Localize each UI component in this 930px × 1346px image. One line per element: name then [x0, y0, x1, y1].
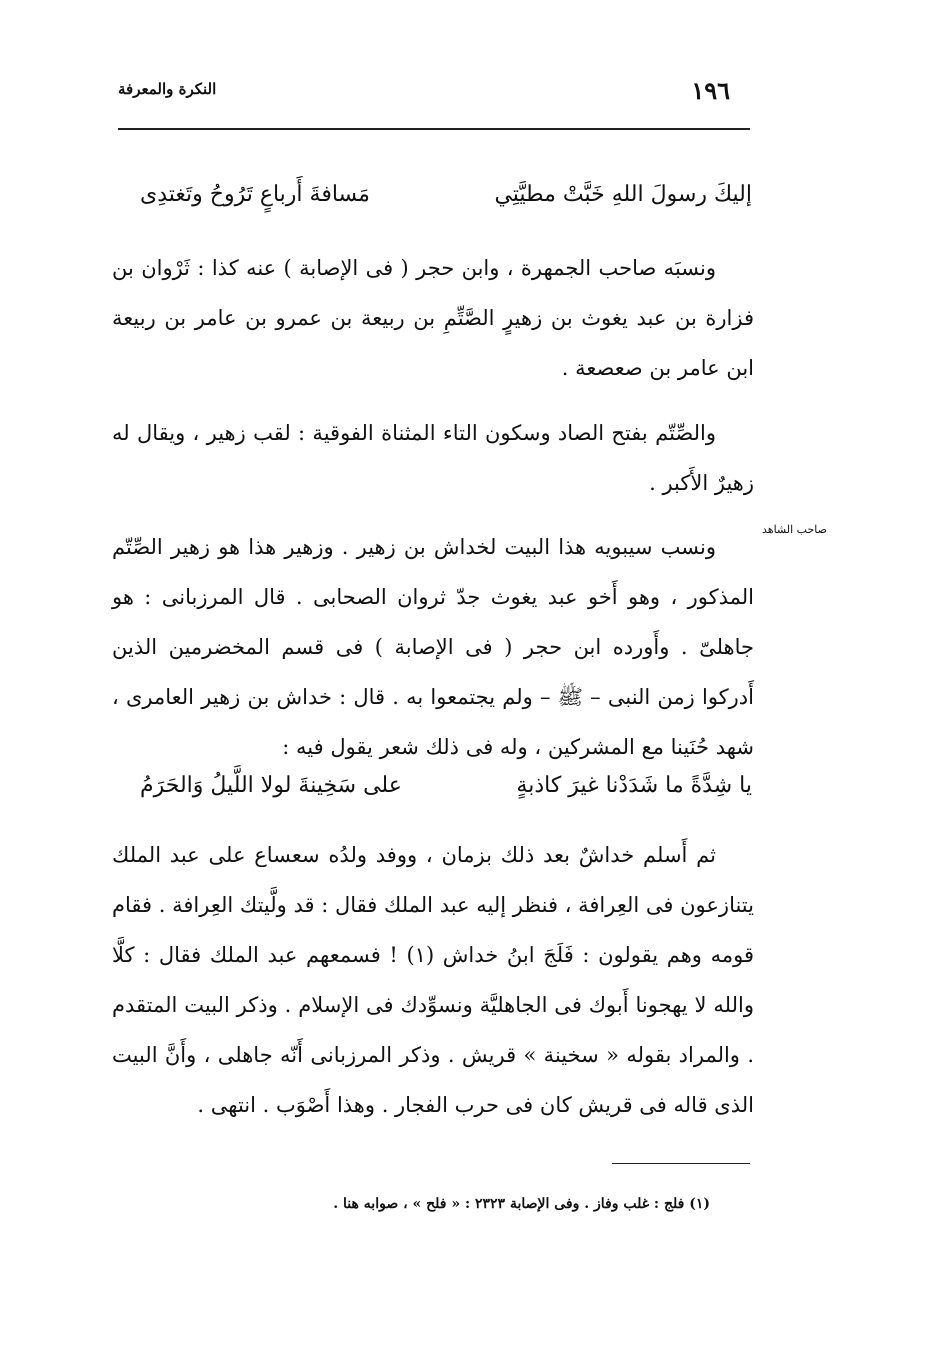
- verse-2: [140, 773, 752, 813]
- footnote-rule: [612, 1163, 750, 1164]
- page-number: ١٩٦: [691, 76, 730, 105]
- margin-note: صاحب الشاهد: [762, 523, 827, 536]
- paragraph-3-text: ونسب سيبويه هذا البيت لخداش بن زهير . وزهير هذا هو زهير الصِّتّم المذكور ، وهو أَخو عبد يغوث جدّ ثروان الصحابى . قال المرزبانى : هو جاهلىّ . وأَورده ابن حجر ( فى الإصابة ) فى قسم المخضرمين الذين أَدركوا زمن النبى – ﷺ – ولم يجتمعوا به . قال : خداش بن زهير العامرى ، شهد حُنَينا مع المشركين ، وله فى ذلك شعر يقول فيه :: [112, 535, 754, 759]
- header-rule: [118, 128, 750, 130]
- verse-1: [140, 182, 752, 222]
- paragraph-1-text: ونسبَه صاحب الجمهرة ، وابن حجر ( فى الإصابة ) عنه كذا : ثَرْوان بن فزارة بن عبد يغوث بن زهيرٍ الصَّتِّمِ بن ربيعة بن عمرو بن عامر بن ربيعة ابن عامر بن صعصعة .: [112, 256, 754, 380]
- paragraph-4-text: ثم أَسلم خداشٌ بعد ذلك بزمان ، ووفد ولدُه سعساع على عبد الملك يتنازعون فى العِرافة ، فنظر إليه عبد الملك فقال : قد ولَّيتك العِرافة . فقام قومه وهم يقولون : فَلَجَ ابنُ خداش (١) ! فسمعهم عبد الملك فقال : كلَّا والله لا يهجونا أَبوك فى الجاهليَّة ونسوِّدك فى الإسلام . وذكر البيت المتقدم . والمراد بقوله « سخينة » قريش . وذكر المرزبانى أَنّه جاهلى ، وأَنَّ البيت الذى قاله فى قريش كان فى حرب الفجار . وهذا أَصْوَب . انتهى .: [112, 843, 754, 1117]
- paragraph-3: [112, 522, 754, 772]
- verse-2-first-hemistich: يا شِدَّةً ما شَدَدْنا غيرَ كاذبةٍ: [516, 773, 752, 798]
- paragraph-4: [112, 830, 754, 1130]
- verse-1-first-hemistich: إليكَ رسولَ اللهِ خَبَّتْ مطيَّتِي: [494, 182, 752, 207]
- verse-2-second-hemistich: على سَخِينةَ لولا اللَّيلُ وَالحَرَمُ: [140, 773, 402, 798]
- paragraph-2-text: والصِّتّم بفتح الصاد وسكون التاء المثناة الفوقية : لقب زهير ، ويقال له زهيرٌ الأَكبر .: [112, 421, 754, 495]
- running-title: النكرة والمعرفة: [118, 80, 217, 98]
- footnote: (١) فلج : غلب وفاز . وفى الإصابة ٢٣٢٣ : « فلح » ، صوابه هنا .: [333, 1196, 710, 1212]
- page-header: [118, 76, 750, 106]
- paragraph-2: [112, 408, 754, 508]
- verse-1-second-hemistich: مَسافةَ أَرباعٍ تَرُوحُ وتَغتدِى: [140, 182, 370, 207]
- paragraph-1: [112, 243, 754, 393]
